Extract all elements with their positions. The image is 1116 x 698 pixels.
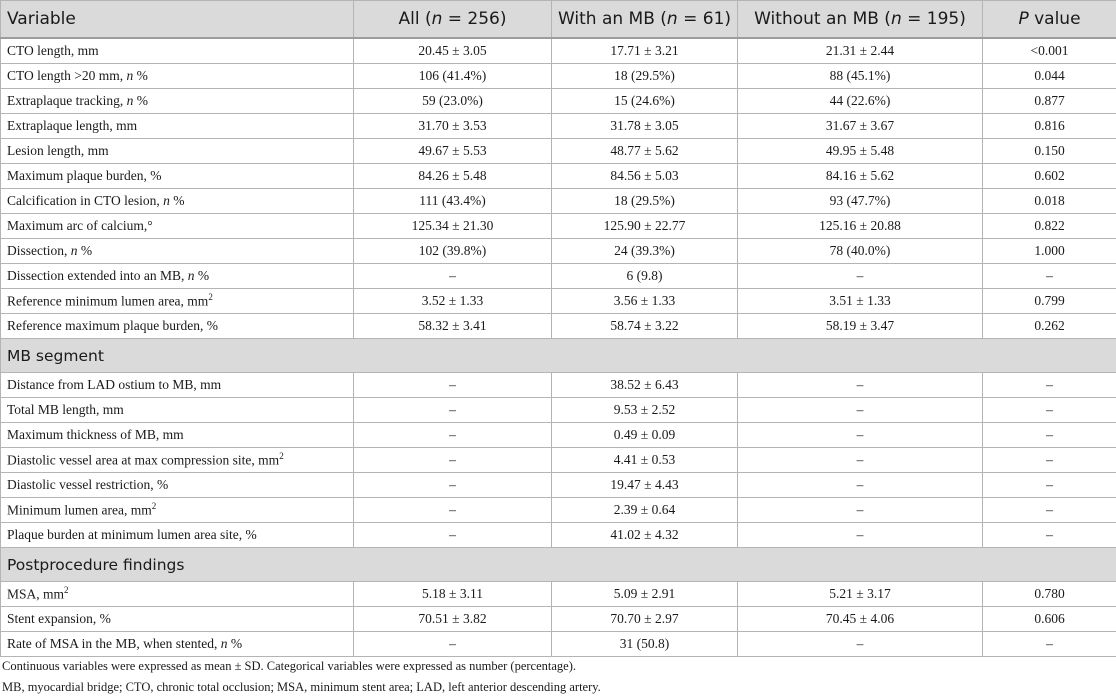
header-without-mb: Without an MB (n = 195) bbox=[738, 1, 983, 39]
row-label: Diastolic vessel area at max compression site, $mm^2$ bbox=[1, 448, 354, 473]
cell-without-mb: 93 (47.7%) bbox=[738, 189, 983, 214]
cell-all: – bbox=[354, 523, 552, 548]
cell-without-mb: – bbox=[738, 523, 983, 548]
header-all: All (n = 256) bbox=[354, 1, 552, 39]
row-label: Calcification in CTO lesion, n % bbox=[1, 189, 354, 214]
cell-p-value: 0.780 bbox=[983, 582, 1116, 607]
cell-with-mb: 48.77 ± 5.62 bbox=[552, 139, 738, 164]
cell-with-mb: 18 (29.5%) bbox=[552, 64, 738, 89]
cell-p-value: – bbox=[983, 398, 1116, 423]
cell-all: 102 (39.8%) bbox=[354, 239, 552, 264]
cell-p-value: 0.150 bbox=[983, 139, 1116, 164]
cell-with-mb: 3.56 ± 1.33 bbox=[552, 289, 738, 314]
table-row bbox=[1, 214, 1116, 239]
table-row bbox=[1, 582, 1116, 607]
row-label: Stent expansion, % bbox=[1, 607, 354, 632]
row-label: CTO length, mm bbox=[1, 38, 354, 64]
cell-without-mb: 21.31 ± 2.44 bbox=[738, 38, 983, 64]
cell-without-mb: – bbox=[738, 448, 983, 473]
cell-with-mb: 41.02 ± 4.32 bbox=[552, 523, 738, 548]
cell-all: 125.34 ± 21.30 bbox=[354, 214, 552, 239]
table-row bbox=[1, 607, 1116, 632]
row-label: Maximum plaque burden, % bbox=[1, 164, 354, 189]
section-header-row bbox=[1, 339, 1116, 373]
cell-all: 111 (43.4%) bbox=[354, 189, 552, 214]
row-label: Reference maximum plaque burden, % bbox=[1, 314, 354, 339]
cell-without-mb: – bbox=[738, 498, 983, 523]
cell-p-value: – bbox=[983, 473, 1116, 498]
cell-p-value: 0.018 bbox=[983, 189, 1116, 214]
row-label: Total MB length, mm bbox=[1, 398, 354, 423]
row-label: Maximum thickness of MB, mm bbox=[1, 423, 354, 448]
cell-without-mb: – bbox=[738, 473, 983, 498]
table-header bbox=[1, 1, 1116, 39]
table-body bbox=[1, 38, 1116, 657]
header-row bbox=[1, 1, 1116, 39]
cell-without-mb: 84.16 ± 5.62 bbox=[738, 164, 983, 189]
table-row bbox=[1, 632, 1116, 657]
table-row bbox=[1, 64, 1116, 89]
cell-with-mb: 0.49 ± 0.09 bbox=[552, 423, 738, 448]
table-row bbox=[1, 114, 1116, 139]
cell-with-mb: 24 (39.3%) bbox=[552, 239, 738, 264]
row-label: Rate of MSA in the MB, when stented, n % bbox=[1, 632, 354, 657]
cell-without-mb: 58.19 ± 3.47 bbox=[738, 314, 983, 339]
row-label: Minimum lumen area, $mm^2$ bbox=[1, 498, 354, 523]
cell-without-mb: 125.16 ± 20.88 bbox=[738, 214, 983, 239]
table-row bbox=[1, 498, 1116, 523]
cell-without-mb: – bbox=[738, 264, 983, 289]
row-label: MSA, $mm^2$ bbox=[1, 582, 354, 607]
cell-p-value: – bbox=[983, 632, 1116, 657]
table-row bbox=[1, 189, 1116, 214]
cell-p-value: <0.001 bbox=[983, 38, 1116, 64]
cell-with-mb: 38.52 ± 6.43 bbox=[552, 373, 738, 398]
cell-p-value: 0.602 bbox=[983, 164, 1116, 189]
table-row bbox=[1, 264, 1116, 289]
cell-without-mb: – bbox=[738, 373, 983, 398]
table-row bbox=[1, 164, 1116, 189]
cell-all: – bbox=[354, 498, 552, 523]
cell-without-mb: – bbox=[738, 398, 983, 423]
cell-with-mb: 18 (29.5%) bbox=[552, 189, 738, 214]
table-row bbox=[1, 373, 1116, 398]
cell-all: – bbox=[354, 398, 552, 423]
cell-with-mb: 84.56 ± 5.03 bbox=[552, 164, 738, 189]
cell-with-mb: 125.90 ± 22.77 bbox=[552, 214, 738, 239]
cell-with-mb: 31.78 ± 3.05 bbox=[552, 114, 738, 139]
cell-with-mb: 19.47 ± 4.43 bbox=[552, 473, 738, 498]
cell-all: 59 (23.0%) bbox=[354, 89, 552, 114]
cell-without-mb: 44 (22.6%) bbox=[738, 89, 983, 114]
cell-with-mb: 17.71 ± 3.21 bbox=[552, 38, 738, 64]
cell-with-mb: 31 (50.8) bbox=[552, 632, 738, 657]
cell-all: 84.26 ± 5.48 bbox=[354, 164, 552, 189]
row-label: Diastolic vessel restriction, % bbox=[1, 473, 354, 498]
cell-p-value: 0.044 bbox=[983, 64, 1116, 89]
cell-p-value: 0.877 bbox=[983, 89, 1116, 114]
cell-all: 20.45 ± 3.05 bbox=[354, 38, 552, 64]
cell-with-mb: 15 (24.6%) bbox=[552, 89, 738, 114]
header-p-value: P value bbox=[983, 1, 1116, 39]
cell-p-value: – bbox=[983, 448, 1116, 473]
cell-with-mb: 9.53 ± 2.52 bbox=[552, 398, 738, 423]
footnote-statistics: Continuous variables were expressed as mean ± SD. Categorical variables were expressed as number (percentage). bbox=[2, 659, 577, 673]
cell-without-mb: 49.95 ± 5.48 bbox=[738, 139, 983, 164]
cell-p-value: 0.262 bbox=[983, 314, 1116, 339]
cell-p-value: – bbox=[983, 264, 1116, 289]
cell-all: 31.70 ± 3.53 bbox=[354, 114, 552, 139]
cell-all: – bbox=[354, 448, 552, 473]
cell-all: – bbox=[354, 473, 552, 498]
cell-p-value: 1.000 bbox=[983, 239, 1116, 264]
cell-p-value: – bbox=[983, 373, 1116, 398]
cell-p-value: – bbox=[983, 498, 1116, 523]
cell-all: – bbox=[354, 373, 552, 398]
table-row bbox=[1, 38, 1116, 64]
cell-all: 106 (41.4%) bbox=[354, 64, 552, 89]
cell-without-mb: 5.21 ± 3.17 bbox=[738, 582, 983, 607]
cell-all: 70.51 ± 3.82 bbox=[354, 607, 552, 632]
cell-all: – bbox=[354, 264, 552, 289]
header-variable: Variable bbox=[1, 1, 354, 39]
row-label: CTO length >20 mm, n % bbox=[1, 64, 354, 89]
section-title: Postprocedure findings bbox=[1, 548, 1116, 582]
table-row bbox=[1, 523, 1116, 548]
cell-without-mb: 88 (45.1%) bbox=[738, 64, 983, 89]
table-row bbox=[1, 239, 1116, 264]
row-label: Reference minimum lumen area, $mm^2$ bbox=[1, 289, 354, 314]
cell-p-value: 0.799 bbox=[983, 289, 1116, 314]
header-with-mb: With an MB (n = 61) bbox=[552, 1, 738, 39]
cell-without-mb: – bbox=[738, 423, 983, 448]
table-row bbox=[1, 89, 1116, 114]
table-row bbox=[1, 473, 1116, 498]
table-row bbox=[1, 423, 1116, 448]
cell-with-mb: 70.70 ± 2.97 bbox=[552, 607, 738, 632]
cell-all: – bbox=[354, 632, 552, 657]
cell-p-value: 0.606 bbox=[983, 607, 1116, 632]
section-title: MB segment bbox=[1, 339, 1116, 373]
cell-all: 49.67 ± 5.53 bbox=[354, 139, 552, 164]
cell-all: 58.32 ± 3.41 bbox=[354, 314, 552, 339]
table-row bbox=[1, 314, 1116, 339]
table-row bbox=[1, 289, 1116, 314]
row-label: Distance from LAD ostium to MB, mm bbox=[1, 373, 354, 398]
cell-without-mb: 78 (40.0%) bbox=[738, 239, 983, 264]
cell-p-value: – bbox=[983, 523, 1116, 548]
row-label: Plaque burden at minimum lumen area site, % bbox=[1, 523, 354, 548]
cell-with-mb: 58.74 ± 3.22 bbox=[552, 314, 738, 339]
cell-p-value: – bbox=[983, 423, 1116, 448]
cell-with-mb: 4.41 ± 0.53 bbox=[552, 448, 738, 473]
cell-p-value: 0.816 bbox=[983, 114, 1116, 139]
row-label: Extraplaque tracking, n % bbox=[1, 89, 354, 114]
footnote-abbreviations: MB, myocardial bridge; CTO, chronic total occlusion; MSA, minimum stent area; LAD, left anterior descending artery. bbox=[2, 680, 601, 694]
row-label: Extraplaque length, mm bbox=[1, 114, 354, 139]
cell-without-mb: 3.51 ± 1.33 bbox=[738, 289, 983, 314]
cell-without-mb: 70.45 ± 4.06 bbox=[738, 607, 983, 632]
section-header-row bbox=[1, 548, 1116, 582]
cell-all: – bbox=[354, 423, 552, 448]
row-label: Dissection extended into an MB, n % bbox=[1, 264, 354, 289]
table-footnotes bbox=[2, 656, 601, 698]
cell-with-mb: 6 (9.8) bbox=[552, 264, 738, 289]
cell-all: 3.52 ± 1.33 bbox=[354, 289, 552, 314]
cell-with-mb: 2.39 ± 0.64 bbox=[552, 498, 738, 523]
cell-with-mb: 5.09 ± 2.91 bbox=[552, 582, 738, 607]
table-row bbox=[1, 398, 1116, 423]
table-row bbox=[1, 448, 1116, 473]
table-row bbox=[1, 139, 1116, 164]
cell-without-mb: 31.67 ± 3.67 bbox=[738, 114, 983, 139]
row-label: Maximum arc of calcium,° bbox=[1, 214, 354, 239]
row-label: Dissection, n % bbox=[1, 239, 354, 264]
cell-p-value: 0.822 bbox=[983, 214, 1116, 239]
cell-without-mb: – bbox=[738, 632, 983, 657]
cell-all: 5.18 ± 3.11 bbox=[354, 582, 552, 607]
row-label: Lesion length, mm bbox=[1, 139, 354, 164]
